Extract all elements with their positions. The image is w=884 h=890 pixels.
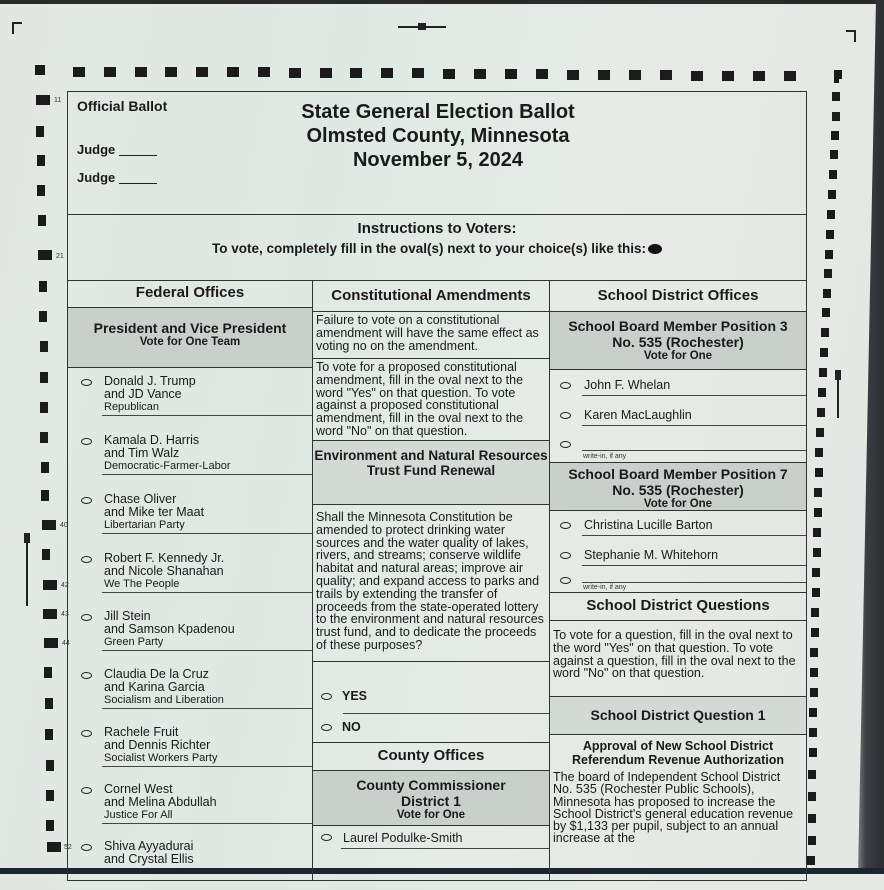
- photo-right-edge: [844, 0, 884, 874]
- candidate-option[interactable]: [550, 370, 806, 400]
- section-title-constitutional: Constitutional Amendments: [313, 282, 549, 312]
- registration-side-bar: [26, 533, 28, 606]
- timing-mark-number: 44: [62, 640, 70, 647]
- vote-oval-icon[interactable]: [560, 577, 571, 584]
- registration-side-bar: [837, 370, 839, 418]
- candidate-option[interactable]: [550, 400, 806, 430]
- candidate-option[interactable]: [550, 541, 806, 570]
- judge-label: Judge: [77, 142, 116, 157]
- vote-oval-icon[interactable]: [81, 379, 92, 386]
- write-in-option[interactable]: [550, 430, 806, 463]
- running-mate-name: and Karina Garcia: [104, 680, 205, 694]
- candidate-name: Robert F. Kennedy Jr.: [104, 551, 225, 565]
- registration-corner-mark: [12, 22, 22, 34]
- candidate-name: Shiva Ayyadurai: [104, 839, 194, 853]
- timing-mark-number: 52: [64, 844, 72, 851]
- section-title-federal: Federal Offices: [68, 280, 312, 308]
- vote-oval-icon[interactable]: [560, 552, 571, 559]
- vote-oval-icon[interactable]: [321, 834, 332, 841]
- party-name: Libertarian Party: [104, 519, 185, 531]
- ballot-header: [68, 92, 806, 215]
- section-title-school-offices: School District Offices: [550, 282, 806, 312]
- candidate-option[interactable]: [313, 826, 549, 854]
- amendment-no-option[interactable]: [313, 715, 549, 743]
- vote-oval-icon[interactable]: [81, 844, 92, 851]
- ballot-form: [67, 91, 807, 881]
- registration-corner-mark: [846, 30, 856, 42]
- vote-oval-icon[interactable]: [81, 497, 92, 504]
- school-question-1-title: School District Question 1: [550, 697, 806, 735]
- party-name: Socialism and Liberation: [104, 694, 224, 706]
- amendment-title-header: [313, 441, 549, 505]
- candidate-option[interactable]: [68, 776, 312, 833]
- party-name: Green Party: [104, 636, 164, 648]
- vote-for-instruction: Vote for One: [643, 350, 713, 362]
- write-in-line[interactable]: [582, 450, 806, 451]
- timing-mark-number: 40: [60, 522, 68, 529]
- write-in-label: write-in, if any: [583, 453, 627, 460]
- ballot-title: [218, 100, 658, 172]
- section-title-county: County Offices: [313, 743, 549, 771]
- filled-oval-example-icon: [648, 244, 662, 254]
- vote-for-instruction: Vote for One: [643, 498, 713, 510]
- running-mate-name: and Mike ter Maat: [104, 505, 205, 519]
- timing-mark-number: 42: [61, 582, 69, 589]
- candidate-name: Kamala D. Harris: [104, 433, 200, 447]
- party-name: Republican: [104, 401, 160, 413]
- official-ballot-label: Official Ballot: [77, 98, 168, 114]
- race-header-county-commissioner: [313, 771, 549, 826]
- candidate-name: Donald J. Trump: [104, 374, 196, 388]
- candidate-name: Rachele Fruit: [104, 725, 179, 739]
- vote-oval-icon[interactable]: [560, 441, 571, 448]
- judge-initials-1: [77, 142, 157, 157]
- vote-for-instruction: Vote for One: [396, 809, 466, 821]
- vote-oval-icon[interactable]: [560, 382, 571, 389]
- candidate-name: John F. Whelan: [584, 378, 671, 392]
- timing-mark-number: 11: [54, 97, 62, 104]
- running-mate-name: and Dennis Richter: [104, 738, 211, 752]
- school-question-1-subtitle: Approval of New School District Referendum Revenue Authorization: [571, 739, 785, 767]
- vote-for-instruction: Vote for One Team: [139, 336, 241, 348]
- write-in-label: write-in, if any: [583, 584, 627, 591]
- school-question-1-text: The board of Independent School District No. 535 (Rochester Public Schools), Minnesota has proposed to increase the School District's general education revenue by $1,133 per pupil, subject to an annual increase at the: [553, 770, 794, 846]
- write-in-line[interactable]: [582, 582, 806, 583]
- registration-center-mark: [398, 26, 446, 28]
- instructions-heading: Instructions to Voters:: [357, 220, 517, 237]
- title-county: Olmsted County, Minnesota: [306, 125, 570, 147]
- timing-mark-number: 43: [61, 611, 69, 618]
- candidate-name: Karen MacLaughlin: [584, 408, 692, 422]
- timing-mark-number: 21: [56, 253, 64, 260]
- party-name: Democratic-Farmer-Labor: [104, 460, 231, 472]
- amendment-instructions: To vote for a proposed constitutional amendment, fill in the oval next to the word "Yes" on that question. To vote against a proposed constitutional amendment, fill in the oval next to the word "No" on that question.: [313, 359, 549, 441]
- vote-oval-icon[interactable]: [81, 787, 92, 794]
- vote-oval-icon[interactable]: [321, 693, 332, 700]
- party-name: Socialist Workers Party: [104, 752, 218, 764]
- running-mate-name: and Tim Walz: [104, 446, 180, 460]
- constitutional-amendments-column: [313, 280, 550, 880]
- judge-signature-line[interactable]: [119, 155, 157, 156]
- photo-top-edge: [0, 0, 884, 4]
- school-district-column: [550, 280, 806, 880]
- school-question-instructions: To vote for a question, fill in the oval next to the word "Yes" on that question. To vote against a question, fill in the oval next to the word "No" on that question.: [550, 621, 806, 697]
- vote-oval-icon[interactable]: [81, 672, 92, 679]
- candidate-option[interactable]: [68, 427, 312, 486]
- race-district: No. 535 (Rochester): [612, 482, 744, 498]
- no-label: NO: [342, 720, 361, 734]
- race-name: School Board Member Position 3: [568, 318, 788, 334]
- instructions-text: To vote, completely fill in the oval(s) next to your choice(s) like this:: [211, 241, 647, 256]
- running-mate-name: and Samson Kpadenou: [104, 622, 235, 636]
- amendment-question: Shall the Minnesota Constitution be amended to protect drinking water sources and the water quality of lakes, rivers, and streams; conserve wildlife habitat and natural areas; improve air quality; and expand access to parks and trails by extending the transfer of proceeds from the state-operated lottery to the environment and natural resources trust fund, and to dedicate the proceeds of these purposes?: [313, 505, 549, 662]
- write-in-option[interactable]: [550, 570, 806, 593]
- voter-instructions: [68, 215, 806, 281]
- vote-oval-icon[interactable]: [81, 556, 92, 563]
- candidate-option[interactable]: [68, 661, 312, 719]
- running-mate-name: and Nicole Shanahan: [104, 564, 224, 578]
- candidate-name: Laurel Podulke-Smith: [343, 831, 463, 845]
- race-header-school-board-3: [550, 312, 806, 370]
- candidate-name: Cornel West: [104, 782, 173, 796]
- title-date: November 5, 2024: [352, 149, 524, 171]
- vote-oval-icon[interactable]: [321, 724, 332, 731]
- candidate-option[interactable]: [68, 603, 312, 661]
- judge-initials-2: [77, 170, 157, 185]
- race-name: County Commissioner: [356, 777, 506, 793]
- vote-oval-icon[interactable]: [81, 614, 92, 621]
- yes-label: YES: [342, 689, 368, 703]
- race-district: No. 535 (Rochester): [612, 334, 744, 350]
- race-district: District 1: [401, 793, 461, 809]
- federal-offices-column: [68, 280, 313, 880]
- running-mate-name: and Crystal Ellis: [104, 852, 194, 866]
- amendment-yes-option[interactable]: [313, 662, 549, 715]
- race-name: President and Vice President: [93, 320, 287, 336]
- title-election: State General Election Ballot: [301, 101, 575, 123]
- candidate-name: Stephanie M. Whitehorn: [584, 548, 719, 562]
- candidate-name: Chase Oliver: [104, 492, 177, 506]
- vote-oval-icon[interactable]: [81, 730, 92, 737]
- candidate-list-president: [68, 368, 312, 890]
- candidate-option[interactable]: [68, 719, 312, 776]
- candidate-name: Claudia De la Cruz: [104, 667, 209, 681]
- judge-signature-line[interactable]: [119, 183, 157, 184]
- candidate-option[interactable]: [68, 545, 312, 603]
- race-header-school-board-7: [550, 463, 806, 511]
- party-name: We The People: [104, 578, 180, 590]
- candidate-option[interactable]: [550, 511, 806, 541]
- section-title-school-questions: School District Questions: [550, 593, 806, 621]
- amendment-title: Environment and Natural Resources Trust Fund Renewal: [314, 448, 548, 478]
- candidate-name: Christina Lucille Barton: [584, 518, 713, 532]
- candidate-name: Jill Stein: [104, 609, 151, 623]
- party-name: Justice For All: [104, 809, 173, 821]
- candidate-option[interactable]: [68, 833, 312, 890]
- race-name: School Board Member Position 7: [568, 466, 788, 482]
- vote-oval-icon[interactable]: [560, 522, 571, 529]
- candidate-option[interactable]: [68, 486, 312, 545]
- running-mate-name: and JD Vance: [104, 387, 182, 401]
- vote-oval-icon[interactable]: [81, 438, 92, 445]
- vote-oval-icon[interactable]: [560, 412, 571, 419]
- amendment-notice: Failure to vote on a constitutional amendment will have the same effect as voting no on the amendment.: [313, 312, 549, 359]
- candidate-option[interactable]: [68, 368, 312, 427]
- race-header-president: [68, 308, 312, 368]
- running-mate-name: and Melina Abdullah: [104, 795, 217, 809]
- judge-label: Judge: [77, 170, 116, 185]
